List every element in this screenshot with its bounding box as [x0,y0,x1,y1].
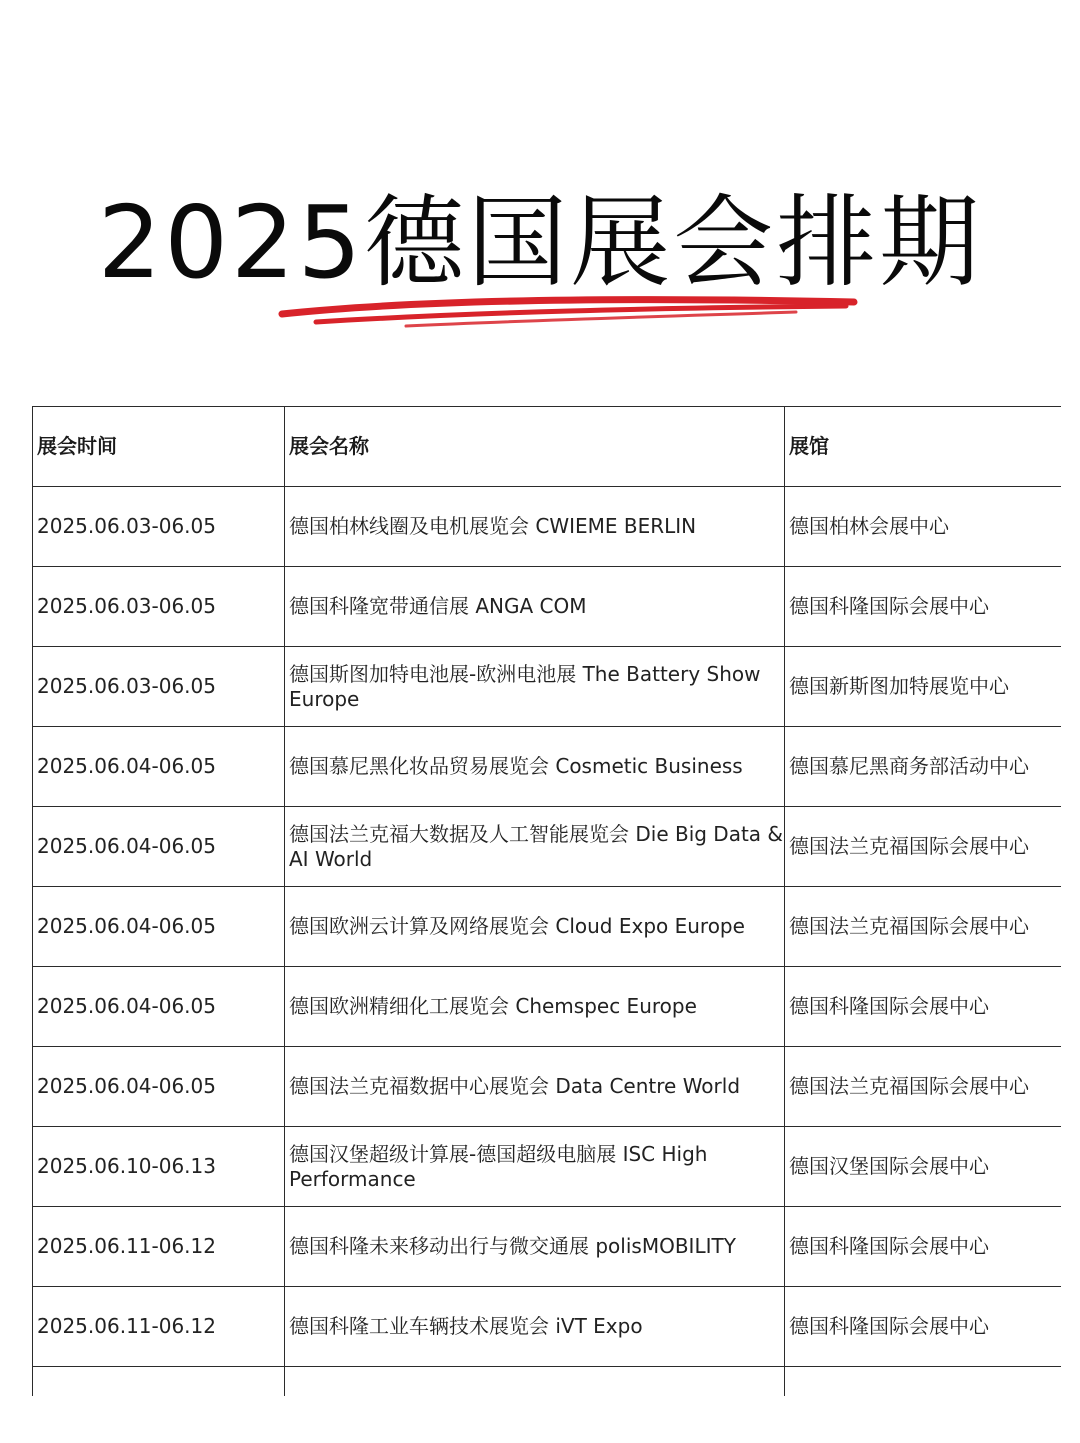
header-date: 展会时间 [33,407,285,487]
cell-venue: 德国科隆国际会展中心 [785,1287,1062,1367]
cell-date: 2025.06.04-06.05 [33,1047,285,1127]
table-row [33,1207,1062,1287]
cell-empty [285,1367,785,1397]
cell-empty [33,1367,285,1397]
cell-venue: 德国法兰克福国际会展中心 [785,887,1062,967]
cell-name: 德国欧洲精细化工展览会 Chemspec Europe [285,967,785,1047]
table-row [33,1287,1062,1367]
cell-venue: 德国新斯图加特展览中心 [785,647,1062,727]
cell-venue: 德国科隆国际会展中心 [785,967,1062,1047]
cell-name: 德国法兰克福大数据及人工智能展览会 Die Big Data & AI World [285,807,785,887]
table-row [33,1047,1062,1127]
header-name: 展会名称 [285,407,785,487]
table-header-row [33,407,1062,487]
cell-name: 德国欧洲云计算及网络展览会 Cloud Expo Europe [285,887,785,967]
cell-venue: 德国法兰克福国际会展中心 [785,807,1062,887]
cell-name: 德国科隆宽带通信展 ANGA COM [285,567,785,647]
cell-date: 2025.06.03-06.05 [33,647,285,727]
cell-name: 德国科隆工业车辆技术展览会 iVT Expo [285,1287,785,1367]
page-title: 2025德国展会排期 [97,184,983,301]
cell-venue: 德国法兰克福国际会展中心 [785,1047,1062,1127]
cell-venue: 德国科隆国际会展中心 [785,567,1062,647]
cell-name: 德国柏林线圈及电机展览会 CWIEME BERLIN [285,487,785,567]
cell-date: 2025.06.04-06.05 [33,727,285,807]
table-row [33,967,1062,1047]
table-row [33,487,1062,567]
cell-name: 德国法兰克福数据中心展览会 Data Centre World [285,1047,785,1127]
cell-venue: 德国科隆国际会展中心 [785,1207,1062,1287]
table-row [33,807,1062,887]
header-venue: 展馆 [785,407,1062,487]
cell-date: 2025.06.04-06.05 [33,887,285,967]
cell-date: 2025.06.10-06.13 [33,1127,285,1207]
table-row [33,567,1062,647]
cell-name: 德国斯图加特电池展-欧洲电池展 The Battery Show Europe [285,647,785,727]
cell-name: 德国科隆未来移动出行与微交通展 polisMOBILITY [285,1207,785,1287]
table-row [33,1127,1062,1207]
cell-venue: 德国汉堡国际会展中心 [785,1127,1062,1207]
cell-empty [785,1367,1062,1397]
table-row [33,647,1062,727]
red-brush-underline [276,292,860,332]
table-row [33,727,1062,807]
table-row-partial [33,1367,1062,1397]
cell-date: 2025.06.03-06.05 [33,487,285,567]
cell-venue: 德国慕尼黑商务部活动中心 [785,727,1062,807]
cell-date: 2025.06.11-06.12 [33,1287,285,1367]
cell-date: 2025.06.03-06.05 [33,567,285,647]
cell-name: 德国汉堡超级计算展-德国超级电脑展 ISC High Performance [285,1127,785,1207]
cell-name: 德国慕尼黑化妆品贸易展览会 Cosmetic Business [285,727,785,807]
exhibition-table-container [32,406,1061,1396]
cell-venue: 德国柏林会展中心 [785,487,1062,567]
cell-date: 2025.06.04-06.05 [33,967,285,1047]
exhibition-schedule-table [32,406,1061,1396]
cell-date: 2025.06.04-06.05 [33,807,285,887]
cell-date: 2025.06.11-06.12 [33,1207,285,1287]
table-row [33,887,1062,967]
